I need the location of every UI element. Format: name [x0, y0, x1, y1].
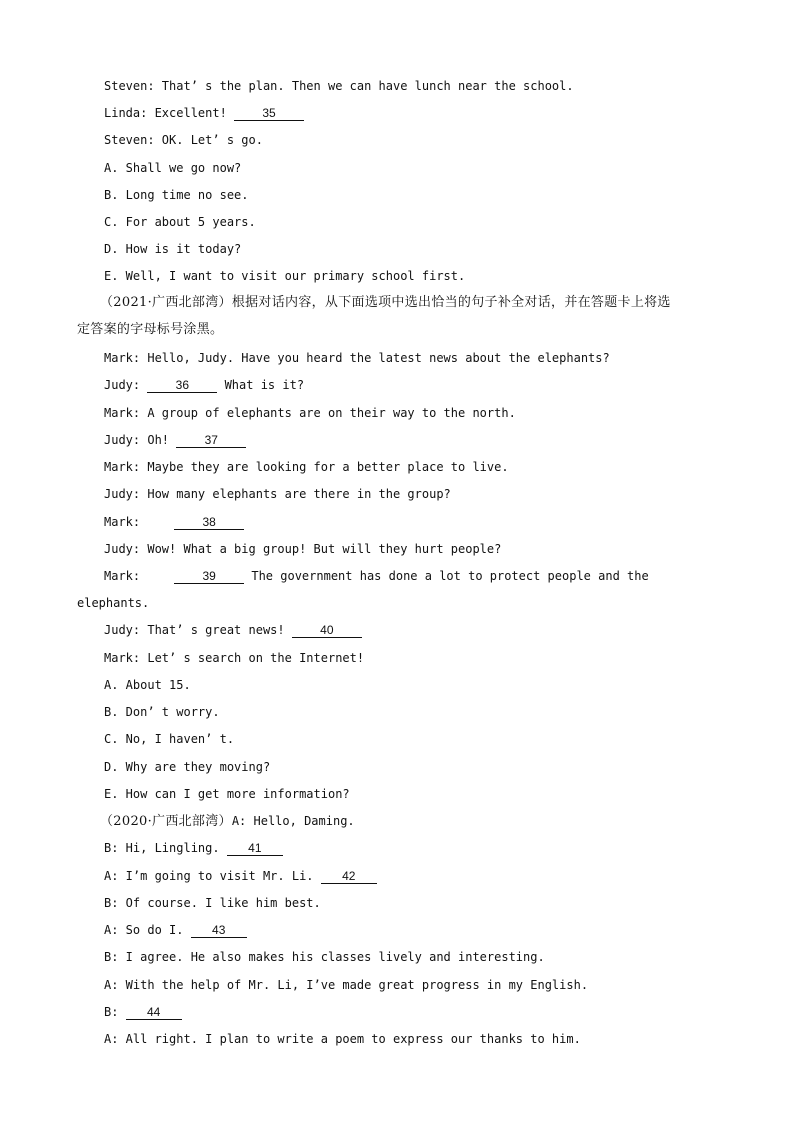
option-b: B. Long time no see.	[104, 188, 249, 202]
dialogue-line: Steven: OK. Let’ s go.	[104, 133, 263, 147]
dialogue-line: Judy: Wow! What a big group! But will they hurt people?	[104, 542, 502, 556]
dialogue-line: Mark: Hello, Judy. Have you heard the latest news about the elephants?	[104, 351, 610, 365]
question-instruction: 定答案的字母标号涂黑。	[77, 322, 224, 337]
dialogue-line: B: I agree. He also makes his classes lively and interesting.	[104, 950, 545, 964]
answer-blank-38[interactable]: 38	[174, 516, 244, 530]
dialogue-line: Mark: Maybe they are looking for a better place to live.	[104, 460, 509, 474]
answer-blank-40[interactable]: 40	[292, 624, 362, 638]
option-a: A. Shall we go now?	[104, 161, 242, 175]
dialogue-line	[104, 432, 246, 448]
dialogue-line: Mark: A group of elephants are on their way to the north.	[104, 406, 516, 420]
dialogue-line	[104, 514, 244, 530]
dialogue-line: Judy: How many elephants are there in the group?	[104, 487, 451, 501]
answer-blank-37[interactable]: 37	[176, 434, 246, 448]
dialogue-text: Judy: Oh!	[104, 433, 177, 447]
dialogue-text: The government has done a lot to protect people and the	[244, 569, 649, 583]
answer-blank-36[interactable]: 36	[147, 379, 217, 393]
option-c: C. No, I haven’ t.	[104, 732, 235, 746]
dialogue-text: Judy: That’ s great news!	[104, 623, 292, 637]
option-d: D. Why are they moving?	[104, 760, 271, 774]
option-e: E. How can I get more information?	[104, 787, 350, 801]
dialogue-text: Mark:	[104, 515, 141, 529]
dialogue-line	[104, 105, 304, 121]
dialogue-line: Steven: That’ s the plan. Then we can have lunch near the school.	[104, 79, 574, 93]
dialogue-line	[100, 813, 355, 830]
question-source: （2021·广西北部湾）根据对话内容，从下面选项中选出恰当的句子补全对话，并在答题卡上将选	[100, 295, 671, 310]
dialogue-text: Judy:	[104, 378, 148, 392]
dialogue-text: Mark:	[104, 569, 141, 583]
dialogue-line	[104, 868, 377, 884]
dialogue-line	[104, 568, 649, 584]
question-source: （2020·广西北部湾）	[100, 814, 232, 829]
option-d: D. How is it today?	[104, 242, 242, 256]
answer-blank-35[interactable]: 35	[234, 107, 304, 121]
dialogue-text: Linda: Excellent!	[104, 106, 235, 120]
dialogue-line	[104, 840, 283, 856]
dialogue-text: B:	[104, 1005, 126, 1019]
answer-blank-41[interactable]: 41	[227, 842, 283, 856]
dialogue-line	[104, 922, 247, 938]
dialogue-line	[104, 1004, 182, 1020]
dialogue-line	[104, 377, 304, 393]
option-a: A. About 15.	[104, 678, 191, 692]
dialogue-text: A: I’m going to visit Mr. Li.	[104, 869, 321, 883]
answer-blank-42[interactable]: 42	[321, 870, 377, 884]
dialogue-text: A: Hello, Daming.	[231, 814, 355, 828]
option-b: B. Don’ t worry.	[104, 705, 220, 719]
dialogue-line: A: All right. I plan to write a poem to express our thanks to him.	[104, 1032, 581, 1046]
dialogue-line: B: Of course. I like him best.	[104, 896, 321, 910]
option-e: E. Well, I want to visit our primary school first.	[104, 269, 466, 283]
dialogue-line: A: With the help of Mr. Li, I’ve made great progress in my English.	[104, 978, 589, 992]
dialogue-text: A: So do I.	[104, 923, 191, 937]
option-c: C. For about 5 years.	[104, 215, 256, 229]
dialogue-text: B: Hi, Lingling.	[104, 841, 227, 855]
answer-blank-43[interactable]: 43	[191, 924, 247, 938]
dialogue-line	[104, 622, 362, 638]
dialogue-line: Mark: Let’ s search on the Internet!	[104, 651, 365, 665]
answer-blank-44[interactable]: 44	[126, 1006, 182, 1020]
dialogue-text: What is it?	[217, 378, 305, 392]
answer-blank-39[interactable]: 39	[174, 570, 244, 584]
dialogue-line: elephants.	[77, 596, 150, 610]
